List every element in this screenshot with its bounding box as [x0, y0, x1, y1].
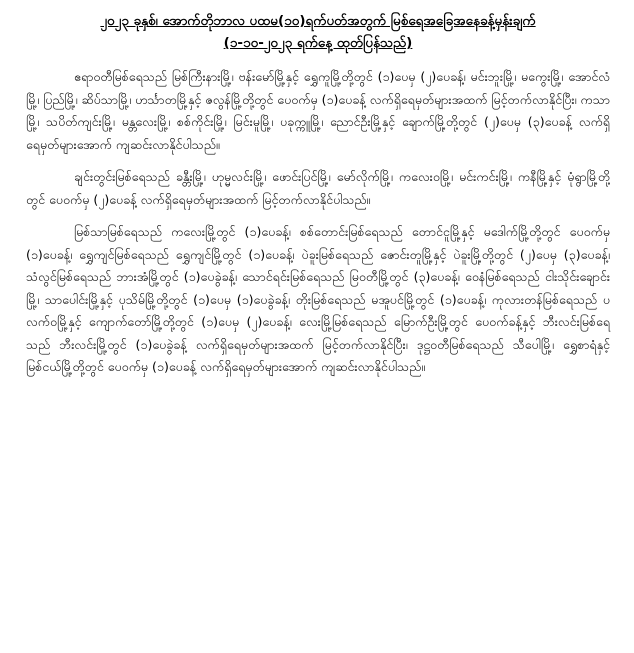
- document-title: ၂၀၂၃ ခုနှစ်၊ အောက်တိုဘာလ ပထမ(၁၀)ရက်ပတ်အတွက် မြစ်ရေအခြေအနေခန့်မှန်းချက်: [100, 13, 536, 29]
- paragraph-other-rivers: မြစ်သာမြစ်ရေသည် ကလေးမြို့တွင် (၁)ပေခန့်၊ စစ်တောင်းမြစ်ရေသည် တောင်ငူမြို့နှင့် မဒေါက်မြို့တို့တွင် ပေဝက်မှ (၁)ပေခန့်၊ ရွှေကျင်မြစ်ရေသည် ရွှေကျင်မြို့တွင် (၁)ပေခန့်၊ ပဲခူးမြစ်ရေသည် ဇောင်းတူမြို့နှင့် ပဲခူးမြို့တို့တွင် (၂)ပေမှ (၃)ပေခန့်၊ သံလွင်မြစ်ရေသည် ဘားအံမြို့တွင် (၁)ပေခွဲခန့်၊ သောင်ရင်းမြစ်ရေသည် မြဝတီမြို့တွင် (၃)ပေခန့်၊ ဝေနံမြစ်ရေသည် ငါးသိုင်းချောင်းမြို့၊ သာပေါင်းမြို့နှင့် ပုသိမ်မြို့တို့တွင် (၁)ပေမှ (၁)ပေခွဲခန့်၊ တိုးမြစ်ရေသည် မအူပင်မြို့တွင် (၁)ပေခန့်၊ ကုလားတန်မြစ်ရေသည် ပလက်ဝမြို့နှင့် ကျောက်တော်မြို့တို့တွင် (၁)ပေမှ (၂)ပေခန့်၊ လေးမြို့မြစ်ရေသည် မြောက်ဦးမြို့တွင် ပေဝက်ခန့်နှင့် ဘီးလင်းမြစ်ရေသည် ဘီးလင်းမြို့တွင် (၁)ပေခွဲခန့် လက်ရှိရေမှတ်များအထက် မြင့်တက်လာနိုင်ပြီး၊ ဒုဋ္ဌဝတီမြစ်ရေသည် သီပေါမြို့၊ ရွှေစာရံနှင့် မြစ်ငယ်မြို့တို့တွင် ပေဝက်မှ (၁)ပေခန့် လက်ရှိရေမှတ်များအောက် ကျဆင်းလာနိုင်ပါသည်။: [26, 224, 610, 374]
- document-subtitle: (၁-၁၀-၂၀၂၃ ရက်နေ့ ထုတ်ပြန်သည်): [223, 35, 413, 51]
- paragraph-chindwin: ချင်းတွင်းမြစ်ရေသည် ခန္တီးမြို့၊ ဟုမ္မလင်းမြို့၊ ဖောင်းပြင်မြို့၊ မော်လိုက်မြို့၊ ကလေးဝမြို့၊ မင်းကင်းမြို့၊ ကနီမြို့နှင့် မုံရွာမြို့တို့တွင် ပေဝက်မှ (၂)ပေခန့် လက်ရှိရေမှတ်များအထက် မြင့်တက်လာနိုင်ပါသည်။: [26, 169, 610, 207]
- paragraph-irrawaddy: ဧရာဝတီမြစ်ရေသည် မြစ်ကြီးနားမြို့၊ ဗန်းမော်မြို့နှင့် ရွှေကူမြို့တို့တွင် (၁)ပေမှ (၂)ပေခန့်၊ မင်းဘူးမြို့၊ မကွေးမြို့၊ အောင်လံမြို့၊ ပြည်မြို့၊ ဆိပ်သာမြို့၊ ဟင်္သာတမြို့နှင့် ဇလွန်မြို့တို့တွင် ပေဝက်မှ (၁)ပေခန့် လက်ရှိရေမှတ်များအထက် မြင့်တက်လာနိုင်ပြီး၊ ကသာမြို့၊ သပိတ်ကျင်းမြို့၊ မန္တလေးမြို့၊ စစ်ကိုင်းမြို့၊ မြင်းမူမြို့၊ ပခုက္ကူမြို့၊ ညောင်ဦးမြို့နှင့် ချောက်မြို့တို့တွင် (၂)ပေမှ (၃)ပေခန့် လက်ရှိရေမှတ်များအောက် ကျဆင်းလာနိုင်ပါသည်။: [26, 69, 611, 152]
